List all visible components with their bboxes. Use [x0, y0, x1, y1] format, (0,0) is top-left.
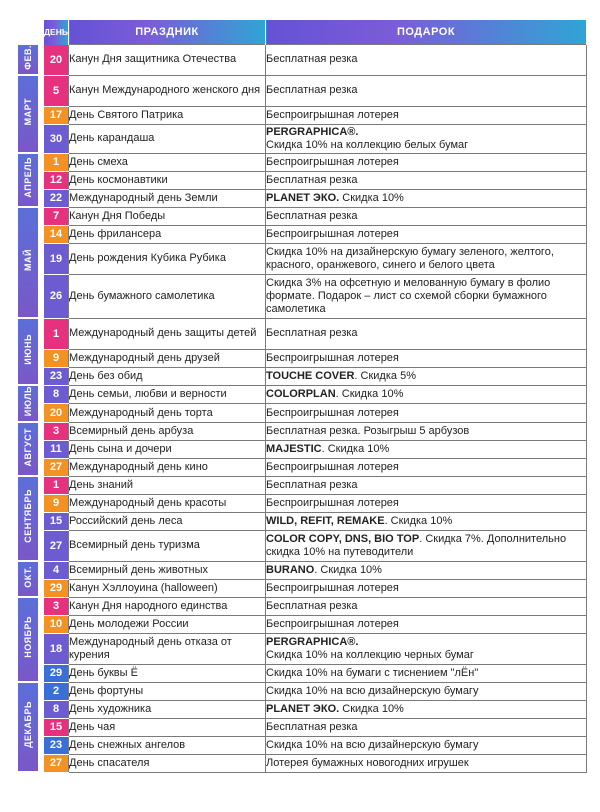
gift-text: Бесплатная резка	[266, 327, 358, 340]
gift-cell	[266, 318, 587, 349]
gift-cell	[266, 494, 587, 512]
month-label: СЕНТЯБРЬ	[23, 489, 33, 544]
table-row	[18, 367, 587, 385]
month-label-cell	[18, 561, 38, 597]
month-label-cell	[18, 75, 38, 153]
gift-cell	[266, 274, 587, 318]
gift-text: Беспроигрышная лотерея	[266, 108, 399, 121]
month-label: МАРТ	[23, 97, 33, 126]
gift-brand: COLOR COPY, DNS, BIO TOP	[266, 532, 420, 545]
gift-text: Скидка 10%	[339, 191, 404, 204]
table-row	[18, 597, 587, 615]
holiday-name: День фортуны	[69, 682, 266, 700]
gift-cell	[266, 385, 587, 404]
gift-text: Скидка 10%	[339, 702, 404, 715]
gift-text: Бесплатная резка	[266, 720, 358, 733]
gift-cell	[266, 476, 587, 494]
gift-text: Скидка 10% на всю дизайнерскую бумагу	[266, 738, 479, 751]
day-number: 27	[44, 754, 69, 772]
month-label: НОЯБРЬ	[23, 616, 33, 659]
gift-brand: PERGRAPHICA®.	[266, 635, 359, 648]
table-row	[18, 124, 587, 153]
gift-cell	[266, 171, 587, 189]
holiday-name: Канун Дня защитника Отечества	[69, 45, 266, 76]
month-label-cell	[18, 476, 38, 561]
gift-cell	[266, 404, 587, 423]
table-row	[18, 736, 587, 754]
header-holiday: ПРАЗДНИК	[69, 20, 266, 45]
month-label: ОКТ.	[23, 566, 33, 588]
gift-cell	[266, 422, 587, 440]
holiday-name: День сына и дочери	[69, 440, 266, 458]
gift-text: Беспроигрышная лотерея	[266, 227, 399, 240]
gift-brand: BURANO	[266, 563, 315, 576]
gift-text: . Скидка 10%	[384, 514, 453, 527]
gift-cell	[266, 243, 587, 274]
table-row	[18, 106, 587, 124]
gift-text: Беспроигрышная лотерея	[266, 406, 399, 419]
gift-cell	[266, 45, 587, 76]
holiday-name: День без обид	[69, 367, 266, 385]
table-row	[18, 75, 587, 106]
holiday-name: День снежных ангелов	[69, 736, 266, 754]
holiday-name: День семьи, любви и верности	[69, 385, 266, 404]
month-label: ФЕВ.	[23, 44, 33, 70]
day-number: 9	[44, 349, 69, 367]
gift-brand: MAJESTIC	[266, 442, 322, 455]
holiday-name: Международный день отказа от курения	[69, 633, 266, 664]
gift-brand: TOUCHE COVER	[266, 369, 355, 382]
gift-cell	[266, 124, 587, 153]
month-label: АПРЕЛЬ	[23, 157, 33, 198]
month-label-cell	[18, 318, 38, 385]
holiday-name: Международный день кино	[69, 458, 266, 476]
table-row	[18, 458, 587, 476]
day-number: 30	[44, 124, 69, 153]
table-row	[18, 153, 587, 171]
table-row	[18, 476, 587, 494]
month-label: АВГУСТ	[23, 427, 33, 467]
table-row	[18, 682, 587, 700]
day-number: 1	[44, 318, 69, 349]
table-row	[18, 189, 587, 207]
gift-cell	[266, 633, 587, 664]
day-number: 2	[44, 682, 69, 700]
day-number: 20	[44, 45, 69, 76]
gift-text: . Скидка 10%	[321, 442, 390, 455]
day-number: 23	[44, 367, 69, 385]
table-row	[18, 530, 587, 561]
table-row	[18, 243, 587, 274]
gift-cell	[266, 682, 587, 700]
month-label-cell	[18, 45, 38, 76]
table-row	[18, 349, 587, 367]
holiday-name: День рождения Кубика Рубика	[69, 243, 266, 274]
gift-cell	[266, 700, 587, 718]
day-number: 17	[44, 106, 69, 124]
gift-brand: PLANET ЭКО.	[266, 191, 340, 204]
table-row	[18, 404, 587, 423]
gift-cell	[266, 349, 587, 367]
holiday-name: Российский день леса	[69, 512, 266, 530]
month-label-cell	[18, 385, 38, 422]
gift-brand: COLORPLAN	[266, 387, 336, 400]
gift-cell	[266, 579, 587, 597]
table-row	[18, 561, 587, 579]
gift-cell	[266, 75, 587, 106]
table-row	[18, 45, 587, 76]
table-row	[18, 718, 587, 736]
gift-text: . Скидка 7%. Дополнительно скидка 10% на путеводители	[266, 532, 567, 558]
table-row	[18, 385, 587, 404]
gift-cell	[266, 718, 587, 736]
gift-cell	[266, 106, 587, 124]
holiday-name: День знаний	[69, 476, 266, 494]
month-label-cell	[18, 153, 38, 207]
gift-cell	[266, 440, 587, 458]
month-label-cell	[18, 682, 38, 772]
holiday-name: Канун Международного женского дня	[69, 75, 266, 106]
gift-cell	[266, 367, 587, 385]
gift-cell	[266, 561, 587, 579]
table-row	[18, 318, 587, 349]
holiday-name: День молодежи России	[69, 615, 266, 633]
gift-cell	[266, 225, 587, 243]
day-number: 23	[44, 736, 69, 754]
holiday-name: Международный день друзей	[69, 349, 266, 367]
table-row	[18, 700, 587, 718]
holiday-name: Международный день защиты детей	[69, 318, 266, 349]
gift-text: . Скидка 10%	[314, 563, 382, 576]
day-number: 10	[44, 615, 69, 633]
gift-text: Скидка 10% на всю дизайнерскую бумагу	[266, 684, 479, 697]
gift-text: Бесплатная резка	[266, 173, 358, 186]
holiday-name: День бумажного самолетика	[69, 274, 266, 318]
gift-text: Беспроигрышная лотерея	[266, 460, 399, 473]
day-number: 20	[44, 404, 69, 423]
holiday-name: Международный день торта	[69, 404, 266, 423]
table-row	[18, 633, 587, 664]
gift-text: Беспроигрышная лотерея	[266, 155, 399, 168]
month-label: ДЕКАБРЬ	[23, 701, 33, 749]
gift-text: Скидка 10% на бумаги с тиснением "лЁн"	[266, 666, 479, 679]
header-spacer	[18, 20, 38, 45]
gift-cell	[266, 664, 587, 682]
gift-text: Беспроигрышная лотерея	[266, 351, 399, 364]
table-body	[18, 45, 587, 773]
holiday-name: Всемирный день арбуза	[69, 422, 266, 440]
gift-text: . Скидка 5%	[354, 369, 416, 382]
table-row	[18, 422, 587, 440]
table-row	[18, 664, 587, 682]
day-number: 15	[44, 512, 69, 530]
table-row	[18, 440, 587, 458]
gift-text: Бесплатная резка. Розыгрыш 5 арбузов	[266, 424, 470, 437]
day-number: 1	[44, 153, 69, 171]
gift-text: Лотерея бумажных новогодних игрушек	[266, 756, 469, 769]
day-number: 12	[44, 171, 69, 189]
table-row	[18, 579, 587, 597]
holiday-name: Канун Дня Победы	[69, 207, 266, 225]
month-label-cell	[18, 597, 38, 682]
gift-text: Бесплатная резка	[266, 53, 358, 66]
day-number: 8	[44, 385, 69, 404]
month-label: ИЮНЬ	[23, 333, 33, 365]
gift-text: Скидка 10% на коллекцию белых бумаг	[266, 138, 469, 151]
table-row	[18, 171, 587, 189]
table-row	[18, 754, 587, 772]
gift-cell	[266, 153, 587, 171]
gift-text: Бесплатная резка	[266, 84, 358, 97]
holiday-gift-table	[18, 20, 587, 773]
day-number: 3	[44, 422, 69, 440]
month-label-cell	[18, 422, 38, 476]
table-row	[18, 274, 587, 318]
day-number: 26	[44, 274, 69, 318]
table-row	[18, 615, 587, 633]
gift-cell	[266, 597, 587, 615]
gift-text: Беспроигрышная лотерея	[266, 496, 399, 509]
gift-brand: WILD, REFIT, REMAKE	[266, 514, 385, 527]
gift-text: Бесплатная резка	[266, 478, 358, 491]
holiday-name: День космонавтики	[69, 171, 266, 189]
table-row	[18, 207, 587, 225]
day-number: 22	[44, 189, 69, 207]
gift-cell	[266, 530, 587, 561]
gift-cell	[266, 754, 587, 772]
gift-cell	[266, 458, 587, 476]
gift-text: Бесплатная резка	[266, 209, 358, 222]
holiday-name: День смеха	[69, 153, 266, 171]
day-number: 27	[44, 530, 69, 561]
day-number: 3	[44, 597, 69, 615]
holiday-name: Международный день Земли	[69, 189, 266, 207]
holiday-name: День художника	[69, 700, 266, 718]
gift-text: Скидка 10% на дизайнерскую бумагу зеленого, желтого, красного, оранжевого, синего и белого цвета	[266, 245, 554, 271]
day-number: 7	[44, 207, 69, 225]
holiday-name: Канун Хэллоуина (halloween)	[69, 579, 266, 597]
header-gift: ПОДАРОК	[266, 20, 587, 45]
day-number: 5	[44, 75, 69, 106]
gift-text: Скидка 3% на офсетную и мелованную бумагу в фолио формате. Подарок – лист со схемой сборки бумажного самолетика	[266, 276, 551, 315]
gift-cell	[266, 615, 587, 633]
table-row	[18, 225, 587, 243]
month-label: ИЮЛЬ	[23, 386, 33, 417]
gift-text: Бесплатная резка	[266, 599, 358, 612]
gift-text: Беспроигрышная лотерея	[266, 617, 399, 630]
gift-cell	[266, 512, 587, 530]
holiday-name: Международный день красоты	[69, 494, 266, 512]
holiday-name: День карандаша	[69, 124, 266, 153]
table-row	[18, 494, 587, 512]
table-row	[18, 512, 587, 530]
header-day: ДЕНЬ	[44, 20, 69, 45]
gift-cell	[266, 189, 587, 207]
holiday-name: День буквы Ё	[69, 664, 266, 682]
day-number: 9	[44, 494, 69, 512]
day-number: 29	[44, 664, 69, 682]
gift-text: Беспроигрышная лотерея	[266, 581, 399, 594]
holiday-name: День Святого Патрика	[69, 106, 266, 124]
gift-brand: PLANET ЭКО.	[266, 702, 340, 715]
day-number: 27	[44, 458, 69, 476]
day-number: 11	[44, 440, 69, 458]
month-label: МАЙ	[23, 249, 33, 272]
table-header-row	[18, 20, 587, 45]
gift-text: . Скидка 10%	[335, 387, 404, 400]
gift-cell	[266, 207, 587, 225]
holiday-name: День чая	[69, 718, 266, 736]
day-number: 14	[44, 225, 69, 243]
day-number: 8	[44, 700, 69, 718]
holiday-name: Всемирный день туризма	[69, 530, 266, 561]
holiday-name: День фрилансера	[69, 225, 266, 243]
holiday-name: День спасателя	[69, 754, 266, 772]
day-number: 29	[44, 579, 69, 597]
gift-brand: PERGRAPHICA®.	[266, 125, 359, 138]
day-number: 1	[44, 476, 69, 494]
gift-cell	[266, 736, 587, 754]
day-number: 15	[44, 718, 69, 736]
day-number: 19	[44, 243, 69, 274]
month-label-cell	[18, 207, 38, 318]
day-number: 18	[44, 633, 69, 664]
gift-text: Скидка 10% на коллекцию черных бумаг	[266, 648, 474, 661]
holiday-name: Канун Дня народного единства	[69, 597, 266, 615]
day-number: 4	[44, 561, 69, 579]
holiday-name: Всемирный день животных	[69, 561, 266, 579]
